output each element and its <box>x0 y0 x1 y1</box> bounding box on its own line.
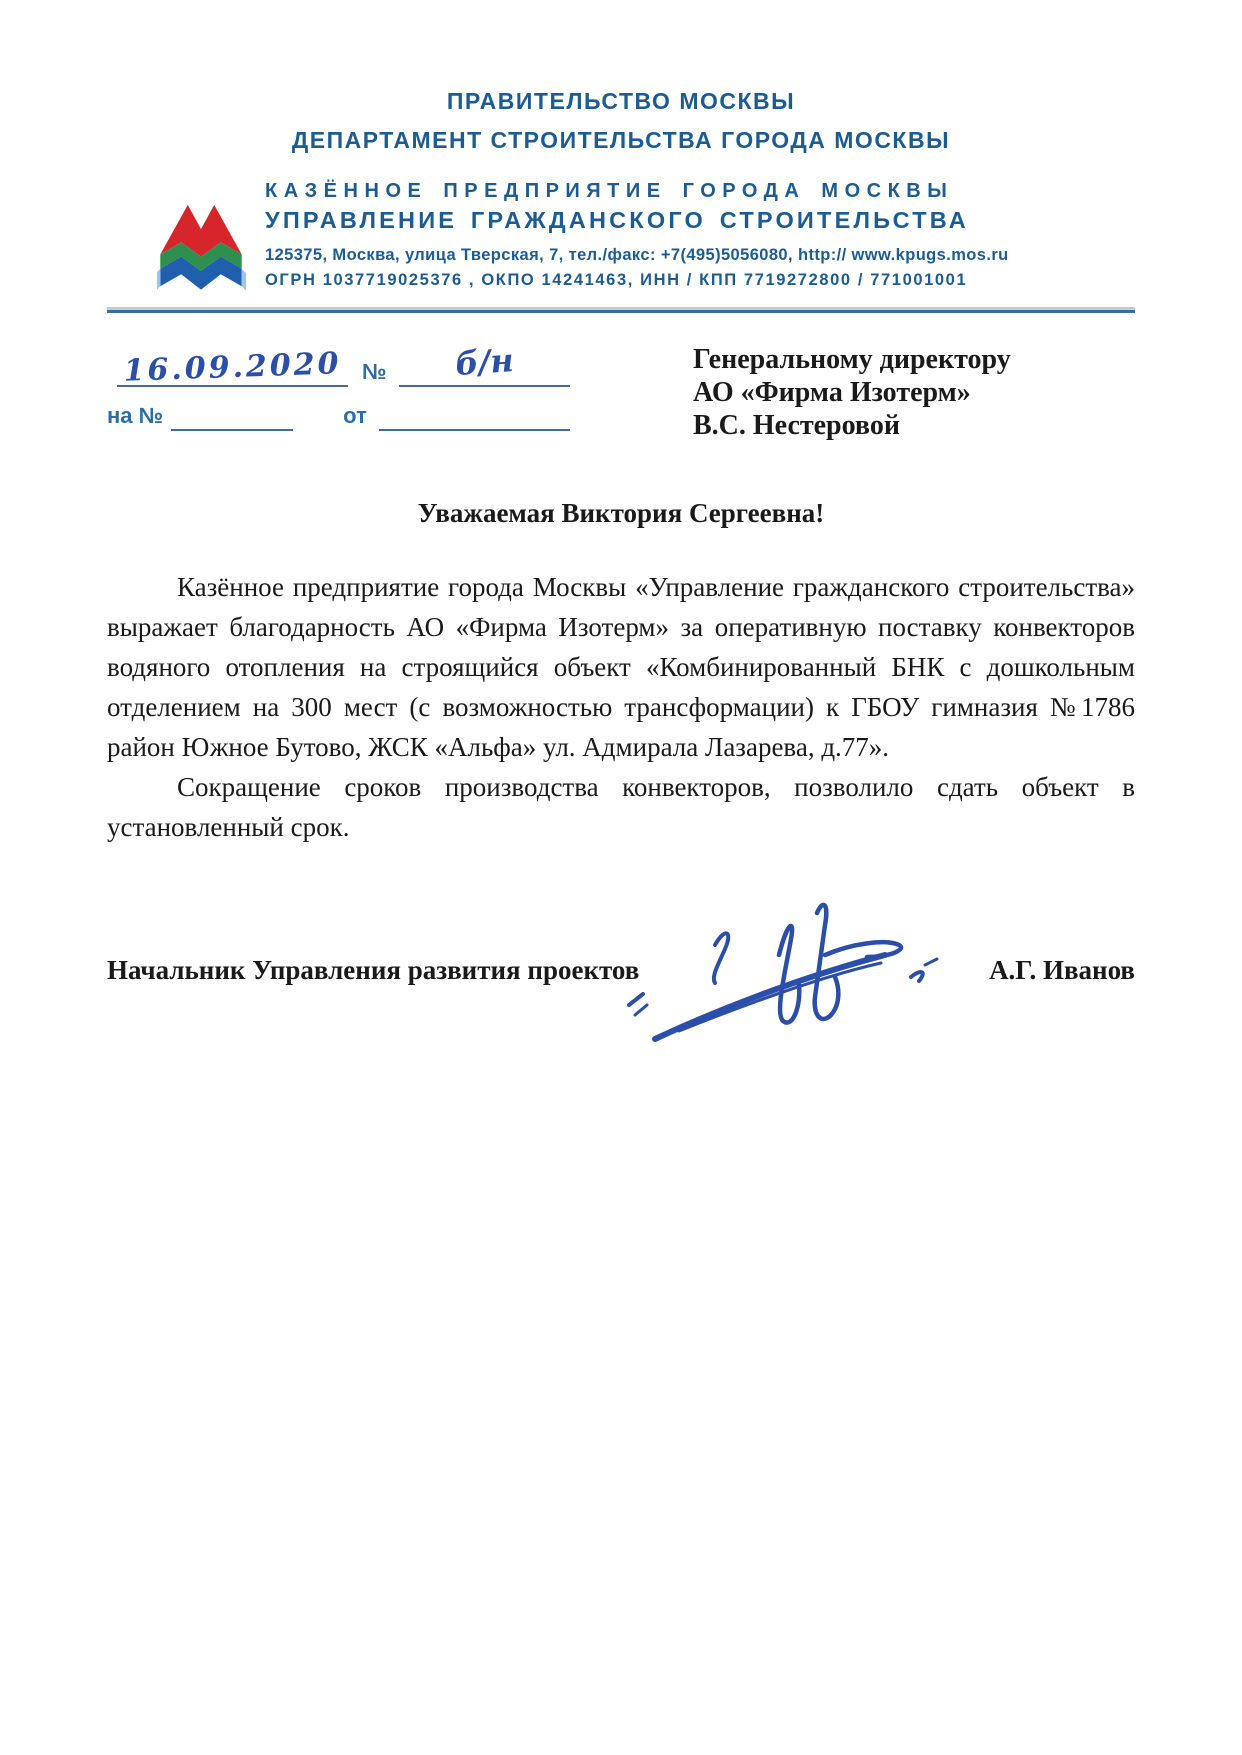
recipient-name: В.С. Нестеровой <box>693 410 900 441</box>
incoming-ref-row <box>107 389 570 431</box>
date-handwritten: 16.09.2020 <box>123 346 342 389</box>
recipient-position: Генеральному директору <box>693 344 1011 375</box>
signer-position: Начальник Управления развития проектов <box>107 955 640 985</box>
body-paragraph-2: Сокращение сроков производства конвекторов, позволило сдать объект в установленный срок. <box>107 772 1135 842</box>
date-field <box>117 339 348 387</box>
org-address: 125375, Москва, улица Тверская, 7, тел./факс: +7(495)5056080, http:// www.kpugs.mos.ru <box>265 246 1009 264</box>
org-registration: ОГРН 1037719025376 , ОКПО 14241463, ИНН / КПП 7719272800 / 771001001 <box>265 271 968 289</box>
department-title: ДЕПАРТАМЕНТ СТРОИТЕЛЬСТВА ГОРОДА МОСКВЫ <box>291 127 951 153</box>
number-field <box>399 339 570 387</box>
recipient-block <box>693 343 1011 442</box>
signature-row <box>107 955 1135 986</box>
org-name: УПРАВЛЕНИЕ ГРАЖДАНСКОГО СТРОИТЕЛЬСТВА <box>265 207 969 233</box>
outgoing-ref-row <box>107 339 570 387</box>
government-title: ПРАВИТЕЛЬСТВО МОСКВЫ <box>446 88 796 114</box>
letterhead <box>107 88 1135 313</box>
signer-name: А.Г. Иванов <box>989 955 1135 985</box>
recipient-company: АО «Фирма Изотерм» <box>693 377 971 408</box>
letter-body <box>107 567 1135 847</box>
org-identity-row <box>145 180 1135 294</box>
body-paragraph-1: Казённое предприятие города Москвы «Управление гражданского строительства» выражает благодарность АО «Фирма Изотерм» за оперативную поставку конвекторов водяного отопления на строящийся объект «Комбинированный БНК с дошкольным отделением на 300 мест (с возможностью трансформации) к ГБОУ гимназия №1786 район Южное Бутово, ЖСК «Альфа» ул. Адмирала Лазарева, д.77». <box>107 572 1135 762</box>
number-handwritten: б/н <box>453 341 515 383</box>
header-divider <box>107 310 1135 313</box>
reply-to-label: на № <box>107 403 164 428</box>
org-text-block <box>265 180 1009 294</box>
number-label: № <box>362 359 387 384</box>
reference-section <box>107 339 1135 442</box>
handwritten-signature-icon <box>619 893 949 1063</box>
reference-fields <box>107 339 570 431</box>
org-type: КАЗЁННОЕ ПРЕДПРИЯТИЕ ГОРОДА МОСКВЫ <box>265 180 954 202</box>
salutation: Уважаемая Виктория Сергеевна! <box>417 498 825 528</box>
reply-number-field <box>171 389 293 431</box>
folded-m-logo-icon <box>145 184 257 294</box>
from-label: от <box>343 403 367 428</box>
reply-date-field <box>379 389 570 431</box>
